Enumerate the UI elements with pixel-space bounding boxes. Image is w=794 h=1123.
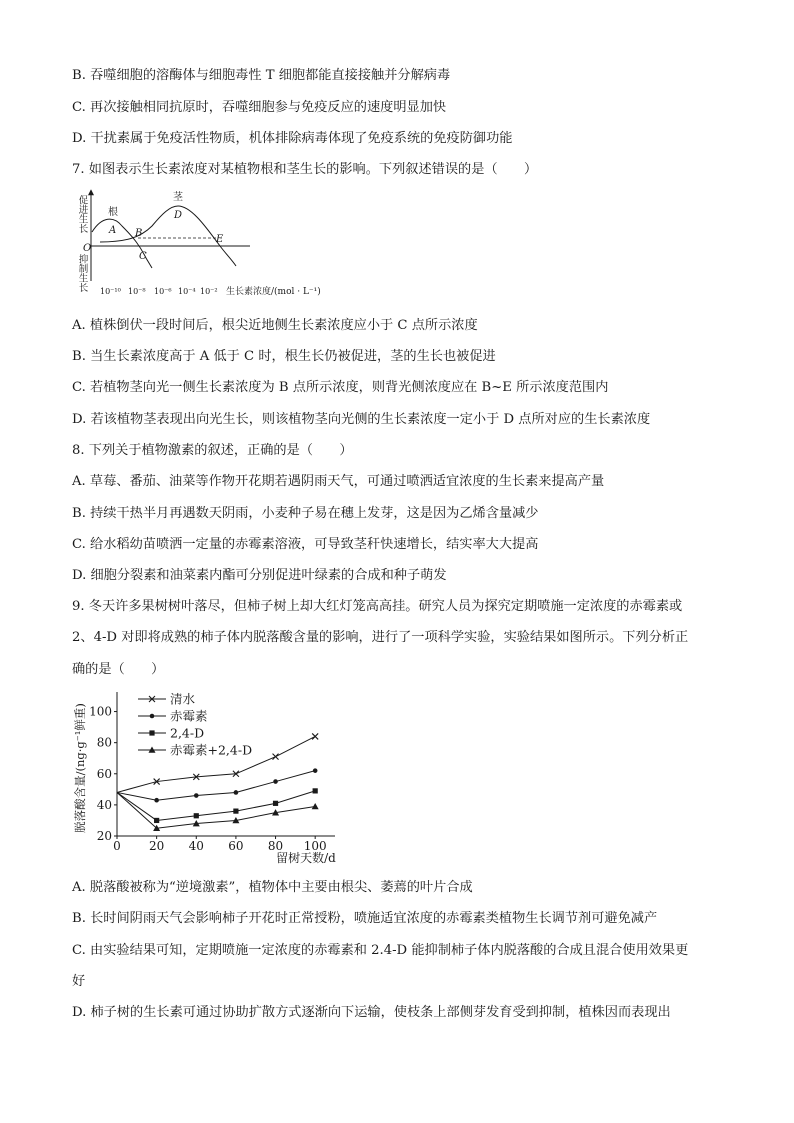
q7-stem: 7. 如图表示生长素浓度对某植物根和茎生长的影响。下列叙述错误的是（ ） (72, 162, 538, 177)
q8-stem: 8. 下列关于植物激素的叙述，正确的是（ ） (72, 443, 353, 458)
fig7-xlabel: 生长素浓度/(mol · L⁻¹) (226, 287, 321, 297)
figure-9-aba-chart (70, 688, 350, 866)
fig7-root-label: 根 (108, 207, 118, 218)
data-point (312, 803, 319, 809)
fig7-point-e: E (216, 234, 224, 245)
q9-option-a: A. 脱落酸被称为“逆境激素”，植物体中主要由根尖、萎蔫的叶片合成 (72, 880, 473, 895)
q7-option-c: C. 若植物茎向光一侧生长素浓度为 B 点所示浓度，则背光侧浓度应在 B~E 所示浓度范围内 (72, 380, 609, 395)
q9-stem-line-1: 9. 冬天许多果树树叶落尽，但柿子树上却大红灯笼高高挂。研究人员为探究定期喷施一定浓度的赤霉素或 (72, 599, 683, 614)
chart-y-tick-label: 20 (96, 829, 112, 843)
q6-option-d: D. 干扰素属于免疫活性物质，机体排除病毒体现了免疫系统的免疫防御功能 (72, 131, 513, 146)
chart-y-tick-label: 60 (96, 766, 112, 781)
chart-x-tick-label: 20 (148, 839, 165, 853)
fig7-stem-label: 茎 (173, 192, 183, 203)
legend-marker (150, 714, 155, 719)
fig7-point-c: C (139, 251, 147, 262)
data-point (273, 779, 278, 784)
q6-option-b: B. 吞噬细胞的溶酶体与细胞毒性 T 细胞都能直接接触并分解病毒 (72, 68, 451, 83)
data-point (194, 813, 199, 818)
fig7-xtick: 10⁻⁸ (128, 287, 146, 296)
chart-y-tick-label: 40 (96, 797, 112, 812)
data-point (194, 793, 199, 798)
legend-label: 清水 (170, 691, 196, 707)
legend-label: 2,4-D (170, 725, 205, 741)
q9-option-c-line-2: 好 (72, 974, 86, 989)
fig7-origin: O (83, 243, 92, 254)
q7-option-b: B. 当生长素浓度高于 A 低于 C 时，根生长仍被促进，茎的生长也被促进 (72, 349, 496, 364)
chart-x-tick-label: 40 (188, 839, 204, 853)
q9-option-b: B. 长时间阴雨天气会影响柿子开花时正常授粉，喷施适宜浓度的赤霉素类植物生长调节剂可避免减产 (72, 911, 658, 926)
data-point (313, 768, 318, 773)
data-point (312, 733, 318, 739)
q6-option-c: C. 再次接触相同抗原时，吞噬细胞参与免疫反应的速度明显加快 (72, 100, 447, 115)
chart-x-tick-label: 0 (113, 839, 121, 853)
data-point (233, 809, 238, 814)
data-point (154, 818, 159, 823)
legend-marker (149, 730, 154, 735)
q8-option-b: B. 持续干热半月再遇数天阴雨，小麦种子易在穗上发芽，这是因为乙烯含量减少 (72, 506, 539, 521)
chart-x-tick-label: 60 (228, 839, 244, 853)
fig7-xtick: 10⁻⁶ (154, 287, 172, 296)
fig7-xtick: 10⁻¹⁰ (100, 287, 121, 296)
fig7-point-a: A (109, 225, 117, 236)
q7-option-d: D. 若该植物茎表现出向光生长，则该植物茎向光侧的生长素浓度一定小于 D 点所对应的生长素浓度 (72, 412, 651, 427)
data-point (154, 798, 159, 803)
fig7-point-d: D (174, 210, 183, 221)
legend-label: 赤霉素 (170, 708, 208, 724)
fig7-ylabel-bottom: 抑制生长 (76, 254, 88, 292)
fig7-xtick: 10⁻² (200, 287, 218, 296)
q9-option-d: D. 柿子树的生长素可通过协助扩散方式逐渐向下运输，使枝条上部侧芽发育受到抑制，植株因而表现出 (72, 1005, 671, 1020)
q8-option-d: D. 细胞分裂素和油菜素内酯可分别促进叶绿素的合成和种子萌发 (72, 568, 447, 583)
chart-x-tick-label: 100 (303, 839, 327, 853)
fig7-ylabel-top: 促进生长 (76, 195, 88, 233)
chart-y-tick-label: 100 (89, 704, 112, 719)
chart-y-tick-label: 80 (96, 735, 112, 750)
q7-option-a: A. 植株倒伏一段时间后，根尖近地侧生长素浓度应小于 C 点所示浓度 (72, 318, 478, 333)
q8-option-a: A. 草莓、番茄、油菜等作物开花期若遇阴雨天气，可通过喷洒适宜浓度的生长素来提高产量 (72, 474, 605, 489)
chart-x-tick-label: 80 (267, 839, 284, 853)
legend-label: 赤霉素+2,4-D (170, 742, 253, 758)
q9-stem-line-2: 2、4-D 对即将成熟的柿子体内脱落酸含量的影响，进行了一项科学实验，实验结果如图所示。下列分析正 (72, 630, 689, 645)
data-point (273, 801, 278, 806)
data-point (273, 754, 279, 760)
q9-option-c-line-1: C. 由实验结果可知，定期喷施一定浓度的赤霉素和 2.4-D 能抑制柿子体内脱落酸的合成且混合使用效果更 (72, 943, 689, 958)
chart-ylabel: 脱落酸含量/(ng·g⁻¹鲜重) (73, 703, 87, 833)
fig7-point-b: B (135, 228, 143, 239)
fig7-xtick: 10⁻⁴ (178, 287, 196, 296)
data-point (313, 788, 318, 793)
series-line (117, 791, 315, 821)
chart-xlabel: 留树天数/d (276, 851, 336, 865)
q9-stem-line-3: 确的是（ ） (72, 662, 165, 677)
q8-option-c: C. 给水稻幼苗喷洒一定量的赤霉素溶液，可导致茎秆快速增长，结实率大大提高 (72, 537, 539, 552)
figure-7-auxin-curves (70, 186, 360, 304)
data-point (234, 790, 239, 795)
